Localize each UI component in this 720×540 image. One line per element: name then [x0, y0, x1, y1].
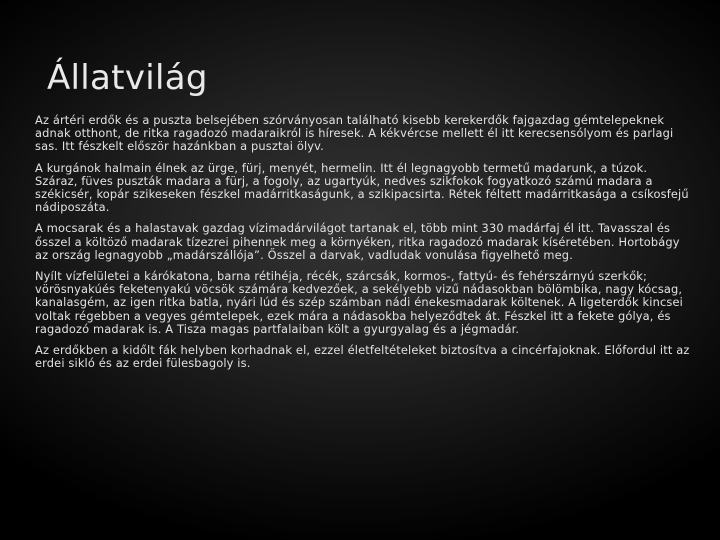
paragraph-kurgans: A kurgánok halmain élnek az ürge, fürj, menyét, hermelin. Itt él legnagyobb termetű madarunk, a túzok. Száraz, füves puszták madara a fürj, a fogoly, az ugartyúk, nedves szikfokok fogyatkozó számú madara a székicsér, kopár szikeseken fészkel madárritkaságunk, a szikipacsirta. Rétek féltett madárritkasága a csíkosfejű nádiposzáta.: [35, 160, 689, 215]
paragraph-forests: Az erdőkben a kidőlt fák helyben korhadnak el, ezzel életfeltételeket biztosítva a cincérfajoknak. Előfordul itt az erdei sikló és az erdei fülesbagoly is.: [35, 343, 690, 371]
slide-title: Állatvilág: [47, 58, 208, 98]
slide-body: [35, 114, 690, 378]
paragraph-marshes: A mocsarak és a halastavak gazdag vízimadárvilágot tartanak el, több mint 330 madárfaj él itt. Tavasszal és ősszel a költöző madarak tízezrei pihennek meg a környéken, ritka ragadozó madarak kíséretében. Hortobágy az ország legnagyobb „madárszállója”. Ősszel a darvak, vadludak vonulása figyelhető meg.: [35, 221, 680, 262]
paragraph-waterbirds: Nyílt vízfelületei a kárókatona, barna rétihéja, récék, szárcsák, kormos-, fattyú- és fehérszárnyú szerkők; vörösnyakúés feketenyakú vöcsök számára kedvezőek, a sekélyebb vizű nádasokban bölömbika, nagy kócsag, kanalasgém, az igen ritka batla, nyári lúd és szép számban nádi énekesmadarak költenek. A ligeterdők kincsei voltak régebben a vegyes gémtelepek, ezek mára a nádasokba helyeződtek át. Fészkel itt a fekete gólya, és ragadozó madarak is. A Tisza magas partfalaiban költ a gyurgyalag és a jégmadár.: [35, 269, 683, 336]
paragraph-raptors: Az ártéri erdők és a puszta belsejében szórványosan található kisebb kerekerdők fajgazdag gémtelepeknek adnak otthont, de ritka ragadozó madaraikról is híresek. A kékvércse mellett él itt kerecsensólyom és parlagi sas. Itt fészkelt először hazánkban a pusztai ölyv.: [35, 113, 674, 154]
